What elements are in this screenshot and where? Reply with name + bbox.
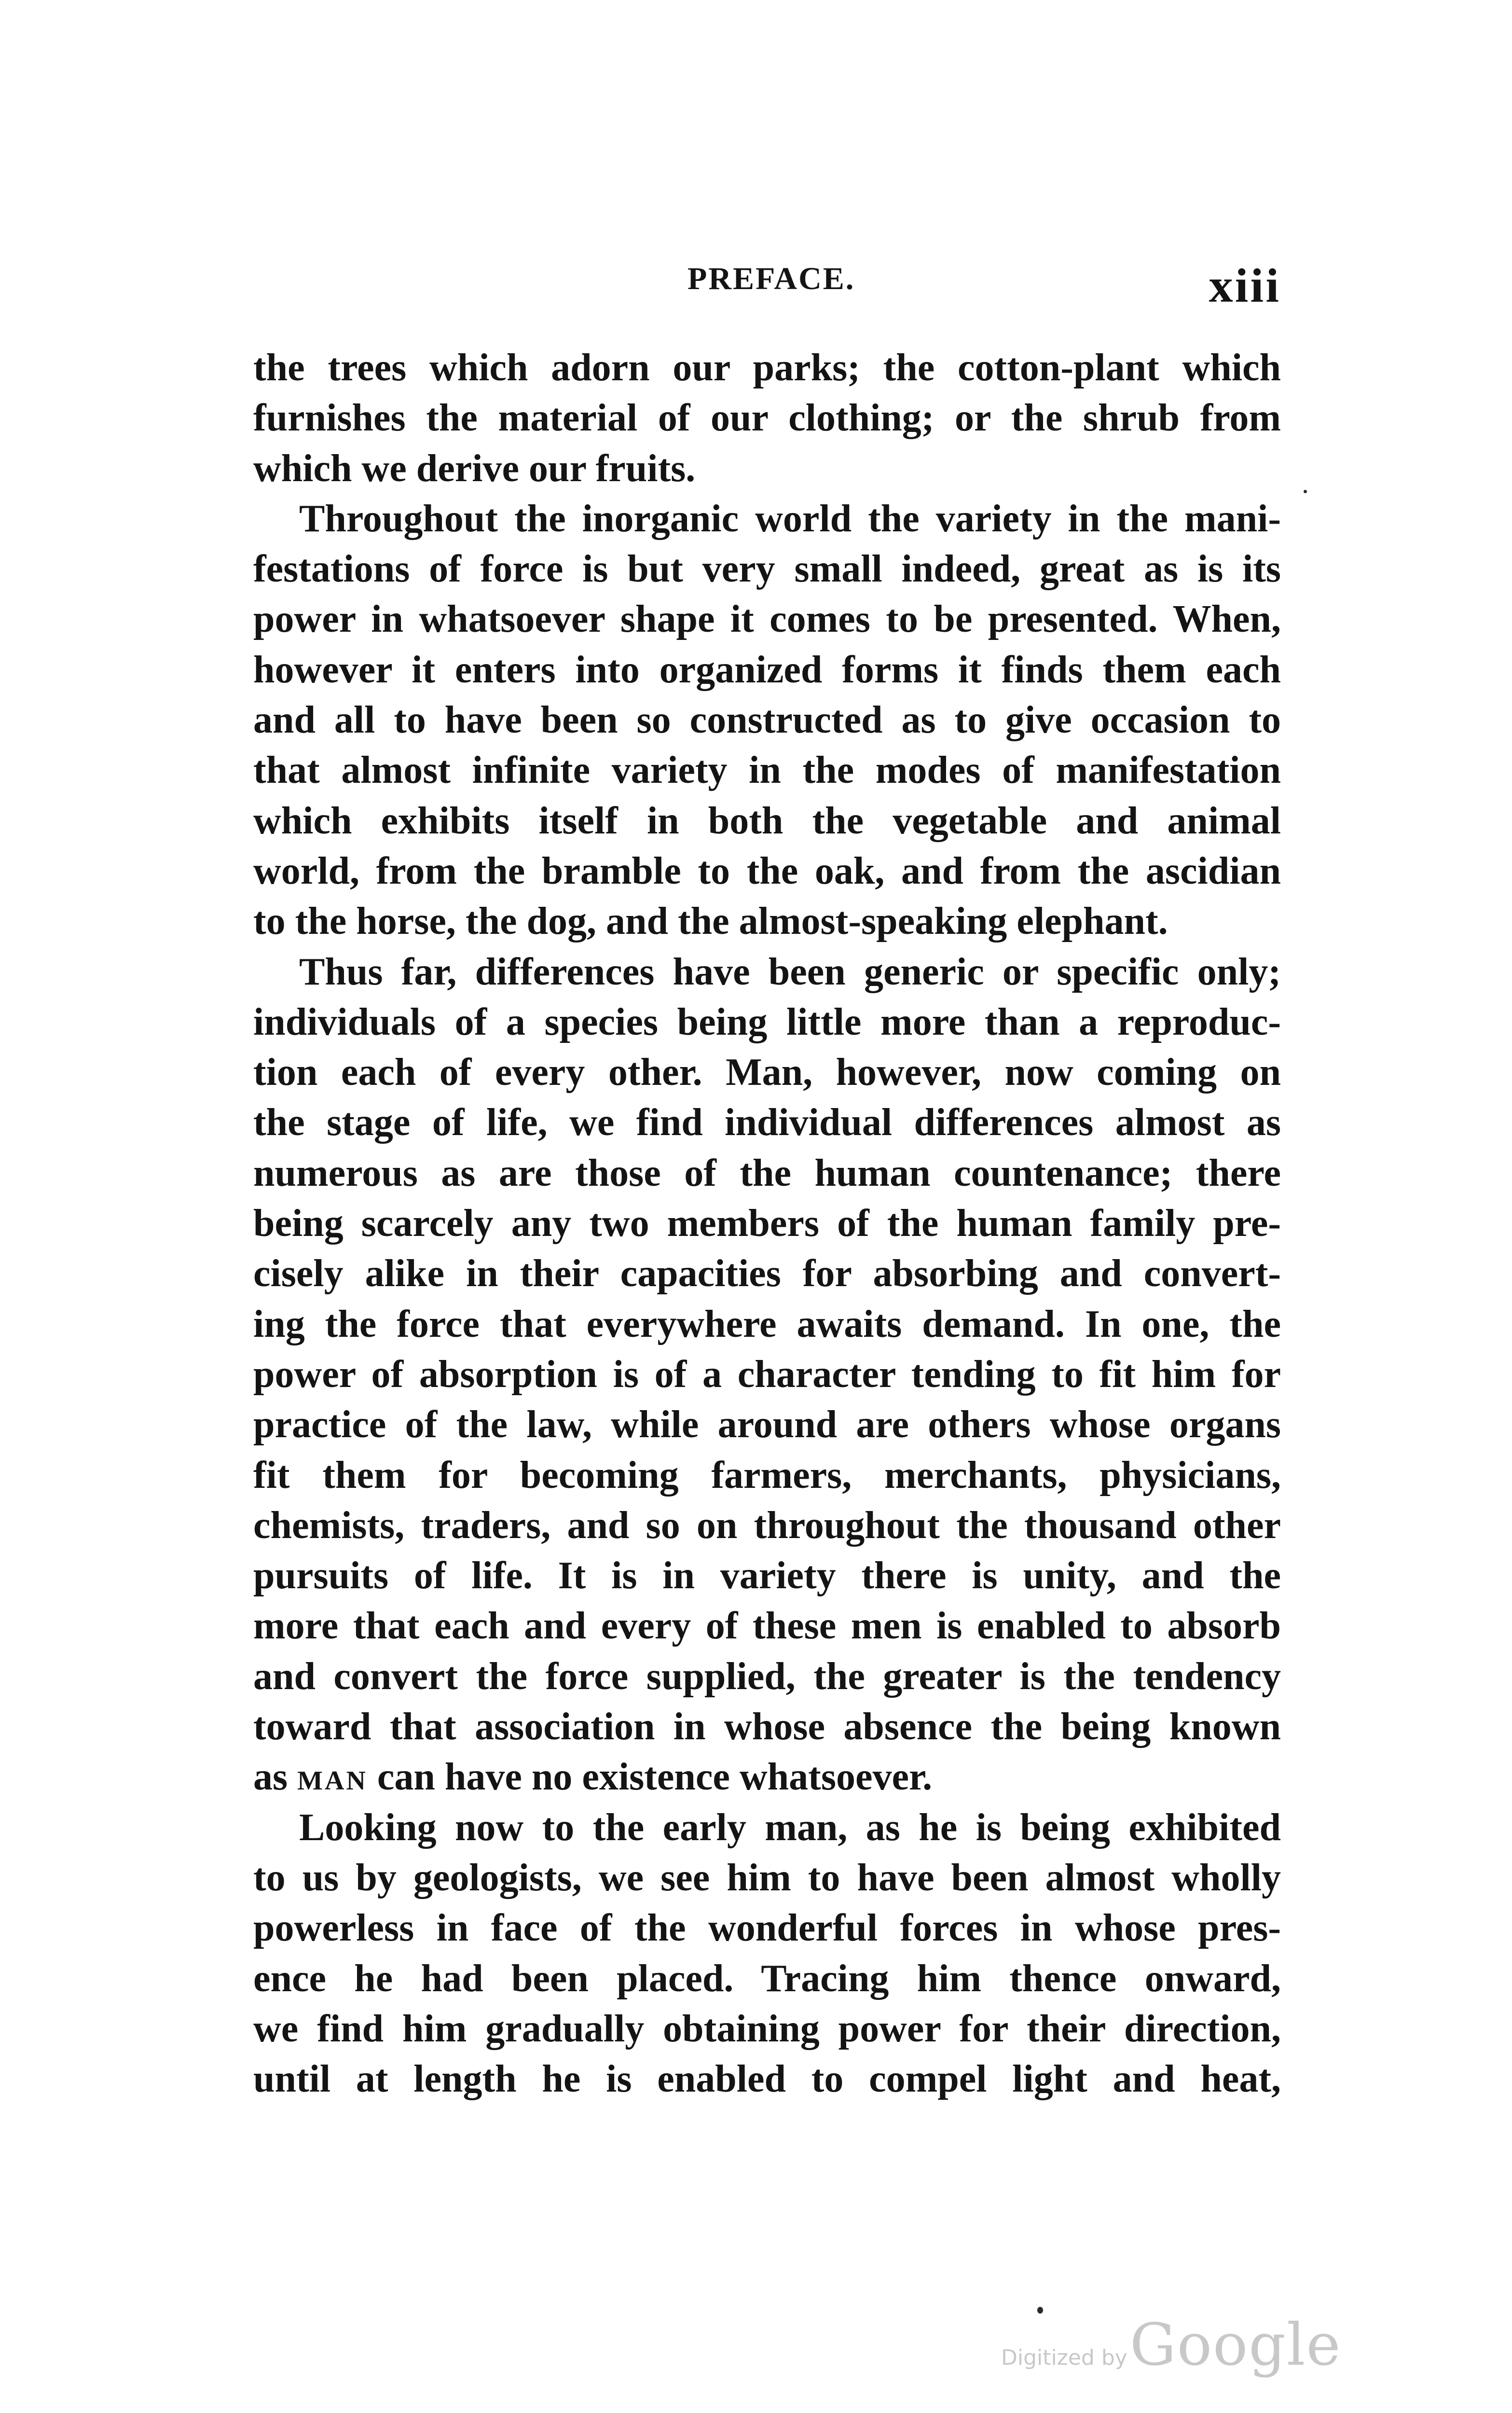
page-number: xiii <box>1209 259 1281 312</box>
text-line: Thus far, differences have been generic or specific only; <box>299 950 1281 993</box>
text-line <box>253 1752 1281 1802</box>
digitized-by-google-watermark <box>1001 2312 1341 2379</box>
text-line: tion each of every other. Man, however, now coming on <box>253 1051 1281 1094</box>
body-text <box>253 343 1281 2104</box>
text-line: Looking now to the early man, as he is being exhibited <box>299 1806 1281 1849</box>
text-line: that almost infinite variety in the modes of manifestation <box>253 749 1281 792</box>
watermark-prefix: Digitized by <box>1001 2345 1127 2370</box>
text-line: the trees which adorn our parks; the cotton-plant which <box>253 347 1281 389</box>
text-line: Throughout the inorganic world the variety in the mani- <box>299 497 1281 540</box>
text-line: festations of force is but very small indeed, great as is its <box>253 548 1281 591</box>
google-logo-text: Google <box>1129 2312 1342 2379</box>
text-line: world, from the bramble to the oak, and from the ascidian <box>253 849 1281 892</box>
running-head-title: PREFACE. <box>687 261 855 296</box>
text-line: which exhibits itself in both the vegetable and animal <box>253 799 1281 842</box>
text-line: power in whatsoever shape it comes to be presented. When, <box>253 598 1281 641</box>
text-line: until at length he is enabled to compel light and heat, <box>253 2058 1281 2101</box>
text-line: to us by geologists, we see him to have been almost wholly <box>253 1856 1281 1899</box>
text-line: being scarcely any two members of the human family pre- <box>253 1202 1281 1245</box>
text-line: cisely alike in their capacities for absorbing and convert- <box>253 1252 1281 1295</box>
paragraph-4 <box>253 1803 1281 2105</box>
running-head <box>253 251 1281 319</box>
text-line: we find him gradually obtaining power for their direction, <box>253 2007 1281 2050</box>
paragraph-2 <box>253 494 1281 947</box>
paragraph-1 <box>253 343 1281 494</box>
line-suffix: can have no existence whatsoever. <box>367 1756 933 1799</box>
text-line: however it enters into organized forms it finds them each <box>253 648 1281 691</box>
text-line: which we derive our fruits. <box>253 447 696 490</box>
text-line: individuals of a species being little more than a reproduc- <box>253 1000 1281 1043</box>
line-prefix: as <box>253 1756 298 1799</box>
text-line: power of absorption is of a character tending to fit him for <box>253 1353 1281 1396</box>
text-line: ence he had been placed. Tracing him thence onward, <box>253 1957 1281 2000</box>
text-line: toward that association in whose absence the being known <box>253 1706 1281 1748</box>
text-line: ing the force that everywhere awaits demand. In one, the <box>253 1303 1281 1345</box>
text-line: furnishes the material of our clothing; or the shrub from <box>253 397 1281 440</box>
text-line: chemists, traders, and so on throughout the thousand other <box>253 1504 1281 1547</box>
text-line: powerless in face of the wonderful forces in whose pres- <box>253 1907 1281 1950</box>
small-caps-word: man <box>297 1756 368 1799</box>
text-line: practice of the law, while around are others whose organs <box>253 1403 1281 1446</box>
text-line: more that each and every of these men is enabled to absorb <box>253 1605 1281 1648</box>
text-line: to the horse, the dog, and the almost-speaking elephant. <box>253 900 1168 943</box>
paragraph-3 <box>253 947 1281 1803</box>
text-line: numerous as are those of the human countenance; there <box>253 1151 1281 1194</box>
ink-speck <box>1304 490 1307 493</box>
text-line: and all to have been so constructed as to give occasion to <box>253 699 1281 742</box>
text-line: fit them for becoming farmers, merchants, physicians, <box>253 1454 1281 1497</box>
text-line: the stage of life, we find individual differences almost as <box>253 1101 1281 1144</box>
text-line: and convert the force supplied, the greater is the tendency <box>253 1655 1281 1698</box>
text-line: pursuits of life. It is in variety there is unity, and the <box>253 1554 1281 1597</box>
